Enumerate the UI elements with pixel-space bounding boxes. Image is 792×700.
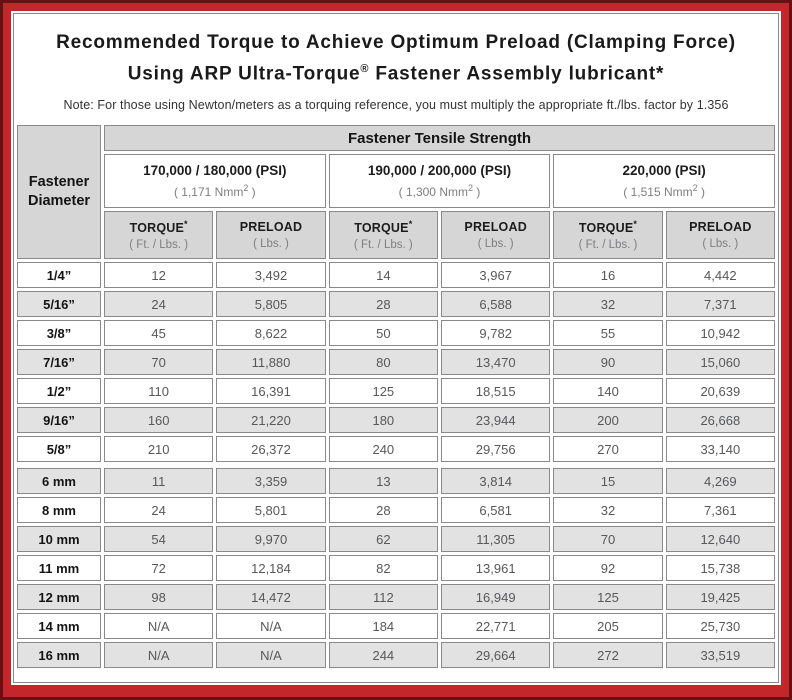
preload-value-cell: 7,361	[666, 497, 775, 523]
preload-value-cell: 13,470	[441, 349, 550, 375]
preload-value-cell: 25,730	[666, 613, 775, 639]
table-row	[17, 526, 775, 552]
tensile-strength-header: Fastener Tensile Strength	[104, 125, 775, 151]
preload-value-cell: 12,640	[666, 526, 775, 552]
torque-value-cell: 24	[104, 497, 213, 523]
torque-value-cell: 110	[104, 378, 213, 404]
torque-column-header: TORQUE* ( Ft. / Lbs. )	[553, 211, 662, 259]
preload-value-cell: 3,814	[441, 468, 550, 494]
corner-label-line1: Fastener	[28, 174, 90, 191]
preload-value-cell: 13,961	[441, 555, 550, 581]
torque-value-cell: 205	[553, 613, 662, 639]
table-row	[17, 378, 775, 404]
preload-column-header: PRELOAD ( Lbs. )	[666, 211, 775, 259]
fastener-diameter-cell: 1/2”	[17, 378, 101, 404]
table-row	[17, 349, 775, 375]
torque-value-cell: 13	[329, 468, 438, 494]
torque-value-cell: 98	[104, 584, 213, 610]
conversion-note: Note: For those using Newton/meters as a torquing reference, you must multiply the appropriate ft./lbs. factor by 1.356	[63, 98, 729, 113]
preload-value-cell: 11,305	[441, 526, 550, 552]
fastener-diameter-cell: 12 mm	[17, 584, 101, 610]
preload-value-cell: 15,060	[666, 349, 775, 375]
preload-value-cell: 5,805	[216, 291, 325, 317]
torque-value-cell: N/A	[104, 613, 213, 639]
torque-value-cell: 240	[329, 436, 438, 462]
preload-value-cell: 26,372	[216, 436, 325, 462]
torque-value-cell: 54	[104, 526, 213, 552]
fastener-diameter-cell: 6 mm	[17, 468, 101, 494]
strength-group-190-200	[329, 154, 551, 208]
preload-value-cell: N/A	[216, 613, 325, 639]
torque-column-header: TORQUE* ( Ft. / Lbs. )	[104, 211, 213, 259]
preload-value-cell: N/A	[216, 642, 325, 668]
page-title	[17, 29, 775, 87]
preload-value-cell: 16,391	[216, 378, 325, 404]
torque-value-cell: 24	[104, 291, 213, 317]
preload-value-cell: 10,942	[666, 320, 775, 346]
fastener-diameter-cell: 16 mm	[17, 642, 101, 668]
torque-value-cell: 125	[553, 584, 662, 610]
torque-value-cell: 80	[329, 349, 438, 375]
psi-rating: 190,000 / 200,000 (PSI)	[367, 163, 512, 179]
fastener-diameter-cell: 1/4”	[17, 262, 101, 288]
table-row	[17, 436, 775, 462]
document-page	[13, 13, 779, 683]
torque-value-cell: 200	[553, 407, 662, 433]
torque-value-cell: 112	[329, 584, 438, 610]
strength-group-170-180	[104, 154, 326, 208]
preload-value-cell: 4,442	[666, 262, 775, 288]
corner-label-line2: Diameter	[27, 193, 91, 210]
torque-value-cell: 92	[553, 555, 662, 581]
table-row	[17, 468, 775, 494]
title-line-2: Using ARP Ultra-Torque® Fastener Assembly lubricant*	[127, 63, 665, 85]
torque-value-cell: 160	[104, 407, 213, 433]
fastener-diameter-cell: 14 mm	[17, 613, 101, 639]
preload-value-cell: 19,425	[666, 584, 775, 610]
fastener-diameter-cell: 5/16”	[17, 291, 101, 317]
torque-value-cell: 12	[104, 262, 213, 288]
torque-value-cell: 45	[104, 320, 213, 346]
registered-trademark-symbol: ®	[360, 63, 370, 75]
preload-value-cell: 9,782	[441, 320, 550, 346]
torque-value-cell: 70	[553, 526, 662, 552]
table-row	[17, 320, 775, 346]
table-row	[17, 291, 775, 317]
fastener-diameter-cell: 10 mm	[17, 526, 101, 552]
torque-value-cell: 72	[104, 555, 213, 581]
torque-value-cell: N/A	[104, 642, 213, 668]
table-row	[17, 555, 775, 581]
torque-value-cell: 28	[329, 291, 438, 317]
table-header	[17, 125, 775, 259]
torque-table	[17, 125, 775, 668]
preload-value-cell: 20,639	[666, 378, 775, 404]
torque-value-cell: 16	[553, 262, 662, 288]
table-row	[17, 584, 775, 610]
torque-value-cell: 15	[553, 468, 662, 494]
fastener-diameter-cell: 11 mm	[17, 555, 101, 581]
preload-value-cell: 14,472	[216, 584, 325, 610]
preload-value-cell: 4,269	[666, 468, 775, 494]
preload-column-header: PRELOAD ( Lbs. )	[441, 211, 550, 259]
fastener-diameter-cell: 8 mm	[17, 497, 101, 523]
psi-rating: 220,000 (PSI)	[622, 163, 706, 179]
preload-value-cell: 11,880	[216, 349, 325, 375]
nmm-rating: ( 1,300 Nmm$^2$ )	[398, 183, 481, 200]
preload-column-header: PRELOAD ( Lbs. )	[216, 211, 325, 259]
table-row	[17, 262, 775, 288]
preload-value-cell: 26,668	[666, 407, 775, 433]
torque-value-cell: 32	[553, 291, 662, 317]
preload-value-cell: 6,588	[441, 291, 550, 317]
preload-value-cell: 22,771	[441, 613, 550, 639]
preload-value-cell: 12,184	[216, 555, 325, 581]
fastener-diameter-cell: 7/16”	[17, 349, 101, 375]
preload-value-cell: 15,738	[666, 555, 775, 581]
table-row	[17, 407, 775, 433]
table-row	[17, 497, 775, 523]
torque-value-cell: 180	[329, 407, 438, 433]
torque-value-cell: 82	[329, 555, 438, 581]
preload-value-cell: 33,519	[666, 642, 775, 668]
torque-value-cell: 210	[104, 436, 213, 462]
fastener-diameter-cell: 3/8”	[17, 320, 101, 346]
title-line-1: Recommended Torque to Achieve Optimum Preload (Clamping Force)	[56, 32, 736, 53]
table-row	[17, 613, 775, 639]
nmm-rating: ( 1,171 Nmm$^2$ )	[173, 183, 256, 200]
corner-fastener-diameter	[17, 125, 101, 259]
nmm-rating: ( 1,515 Nmm$^2$ )	[623, 183, 706, 200]
torque-value-cell: 14	[329, 262, 438, 288]
fastener-diameter-cell: 5/8”	[17, 436, 101, 462]
preload-value-cell: 3,359	[216, 468, 325, 494]
torque-value-cell: 55	[553, 320, 662, 346]
torque-value-cell: 272	[553, 642, 662, 668]
table-body	[17, 262, 775, 668]
torque-value-cell: 184	[329, 613, 438, 639]
psi-rating: 170,000 / 180,000 (PSI)	[143, 163, 287, 179]
fastener-diameter-cell: 9/16”	[17, 407, 101, 433]
torque-value-cell: 50	[329, 320, 438, 346]
torque-value-cell: 11	[104, 468, 213, 494]
preload-value-cell: 16,949	[441, 584, 550, 610]
preload-value-cell: 3,967	[441, 262, 550, 288]
preload-value-cell: 18,515	[441, 378, 550, 404]
torque-value-cell: 70	[104, 349, 213, 375]
preload-value-cell: 8,622	[216, 320, 325, 346]
preload-value-cell: 23,944	[441, 407, 550, 433]
strength-group-220	[553, 154, 775, 208]
torque-column-header: TORQUE* ( Ft. / Lbs. )	[329, 211, 438, 259]
torque-value-cell: 32	[553, 497, 662, 523]
torque-value-cell: 244	[329, 642, 438, 668]
document-header	[17, 16, 775, 112]
torque-value-cell: 125	[329, 378, 438, 404]
preload-value-cell: 33,140	[666, 436, 775, 462]
preload-value-cell: 5,801	[216, 497, 325, 523]
table-row	[17, 642, 775, 668]
preload-value-cell: 9,970	[216, 526, 325, 552]
torque-value-cell: 28	[329, 497, 438, 523]
preload-value-cell: 7,371	[666, 291, 775, 317]
torque-value-cell: 140	[553, 378, 662, 404]
preload-value-cell: 6,581	[441, 497, 550, 523]
torque-value-cell: 270	[553, 436, 662, 462]
preload-value-cell: 29,664	[441, 642, 550, 668]
preload-value-cell: 29,756	[441, 436, 550, 462]
torque-value-cell: 90	[553, 349, 662, 375]
preload-value-cell: 21,220	[216, 407, 325, 433]
preload-value-cell: 3,492	[216, 262, 325, 288]
torque-value-cell: 62	[329, 526, 438, 552]
